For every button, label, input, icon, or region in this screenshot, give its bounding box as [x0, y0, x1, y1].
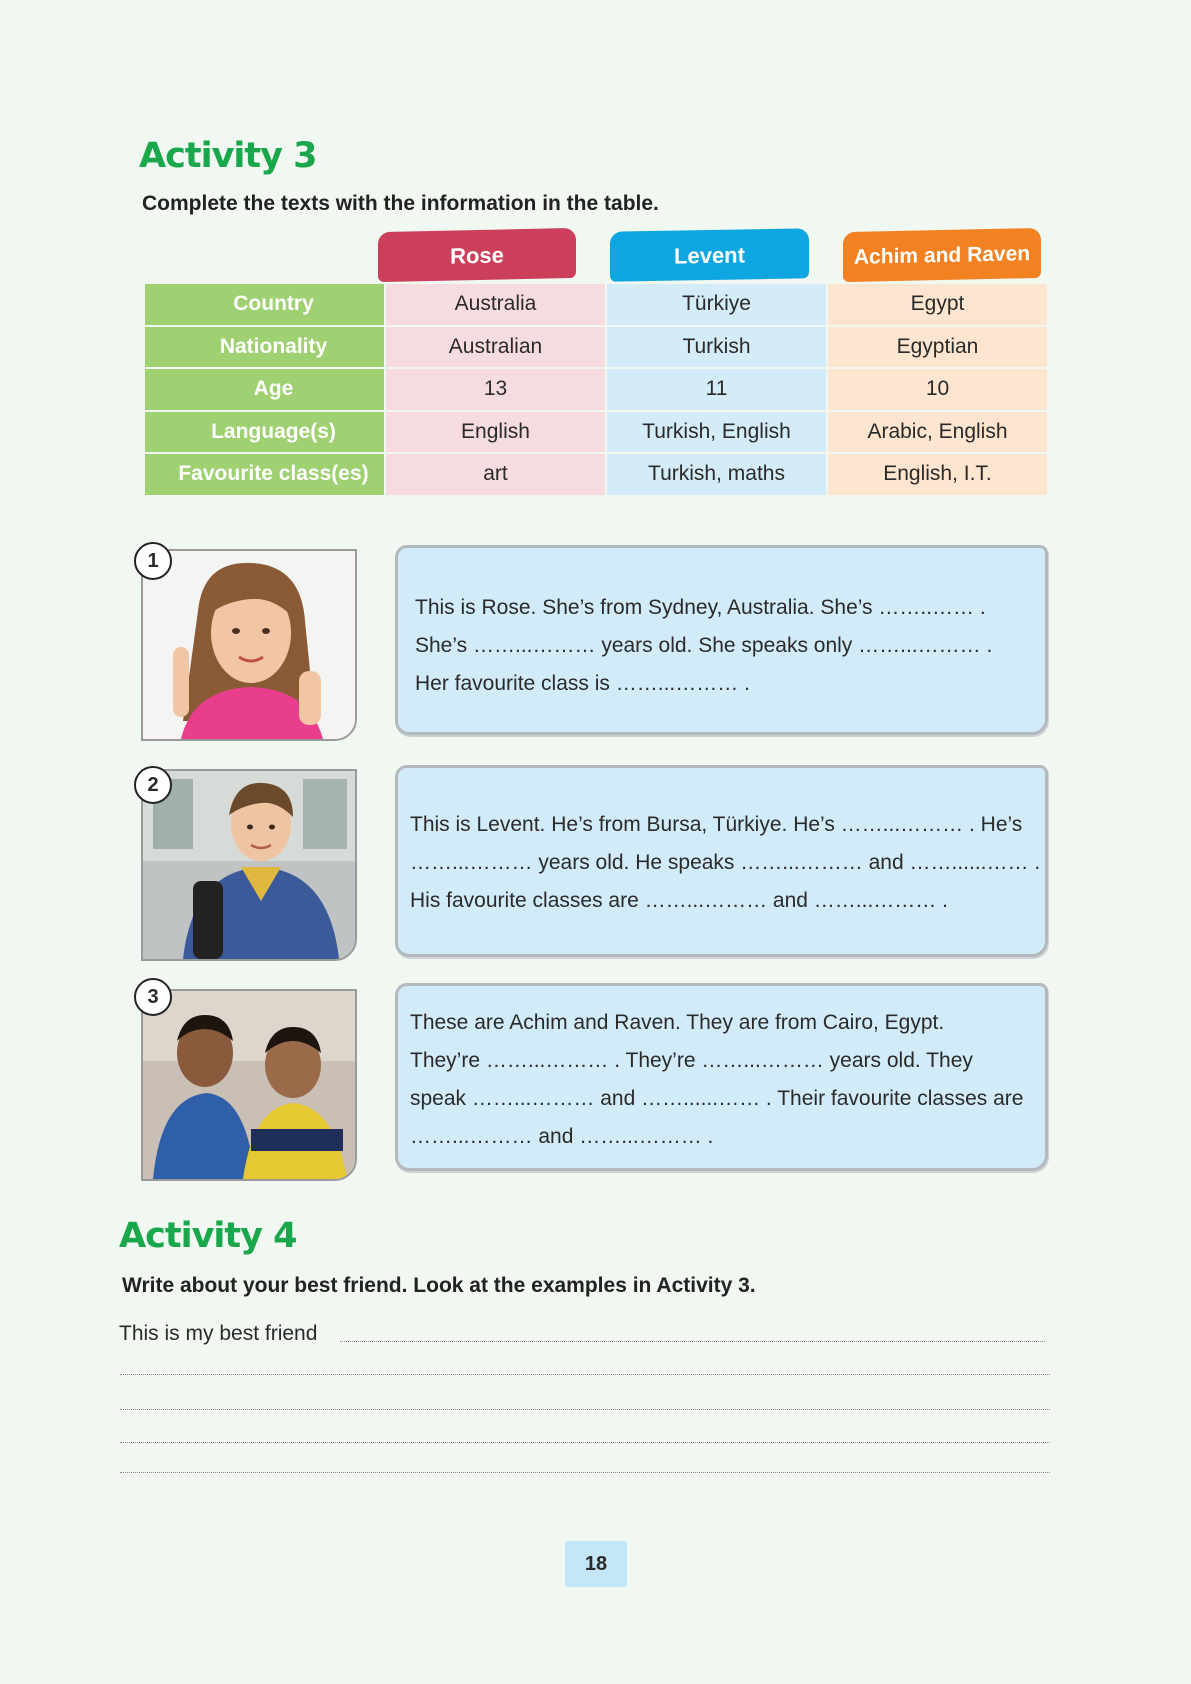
column-header-achim-raven: Achim and Raven: [843, 228, 1041, 282]
table-cell: art: [386, 454, 605, 495]
writing-line[interactable]: [120, 1458, 1050, 1473]
text-line: speak ……...……… and ……......…… . Their favourite classes are: [410, 1087, 1024, 1110]
writing-line[interactable]: [120, 1428, 1050, 1443]
text-line: She’s ……...……… years old. She speaks only ……...……… .: [415, 634, 993, 657]
levent-photo: [141, 769, 357, 961]
row-label: Country: [145, 284, 384, 325]
table-cell: Türkiye: [607, 284, 826, 325]
row-label: Language(s): [145, 412, 384, 453]
achim-raven-photo: [141, 989, 357, 1181]
writing-line[interactable]: [120, 1360, 1050, 1375]
levent-text-box: [395, 765, 1048, 957]
activity4-instruction: Write about your best friend. Look at the examples in Activity 3.: [122, 1274, 756, 1297]
table-cell: Egyptian: [828, 327, 1047, 368]
row-label: Favourite class(es): [145, 454, 384, 495]
table-row: [145, 284, 1047, 325]
row-label: Age: [145, 369, 384, 410]
text-line: These are Achim and Raven. They are from Cairo, Egypt.: [410, 1011, 945, 1034]
table-cell: English, I.T.: [828, 454, 1047, 495]
activity4-title: Activity 4: [119, 1216, 297, 1256]
table-row: [145, 412, 1047, 453]
writing-line[interactable]: [340, 1327, 1045, 1342]
table-cell: 13: [386, 369, 605, 410]
achim-raven-text-box: [395, 983, 1048, 1171]
text-line: ……...……… years old. He speaks ……...……… and ……......…… .: [410, 851, 1041, 874]
table-cell: Turkish, maths: [607, 454, 826, 495]
table-row: [145, 454, 1047, 495]
table-cell: 10: [828, 369, 1047, 410]
item-number-2: 2: [134, 766, 172, 804]
column-header-levent: Levent: [610, 228, 809, 281]
table-cell: Egypt: [828, 284, 1047, 325]
table-cell: Australian: [386, 327, 605, 368]
girl-portrait-image: [143, 551, 355, 739]
boy-portrait-image: [143, 771, 355, 959]
table-cell: Australia: [386, 284, 605, 325]
text-line: ……...……… and ……...……… .: [410, 1125, 714, 1148]
text-line: This is Levent. He’s from Bursa, Türkiye. He’s ……...……… . He’s: [410, 813, 1023, 836]
table-cell: 11: [607, 369, 826, 410]
rose-photo: [141, 549, 357, 741]
row-label: Nationality: [145, 327, 384, 368]
rose-text-box: [395, 545, 1048, 735]
table-row: [145, 369, 1047, 410]
text-line: Her favourite class is ……...……… .: [415, 672, 750, 695]
writing-line[interactable]: [120, 1395, 1050, 1410]
writing-starter-text: This is my best friend: [119, 1322, 318, 1345]
two-boys-image: [143, 991, 355, 1179]
table-cell: Turkish, English: [607, 412, 826, 453]
text-line: This is Rose. She’s from Sydney, Australia. She’s ……..…… .: [415, 596, 986, 619]
table-cell: English: [386, 412, 605, 453]
text-line: They’re ……...……… . They’re ……...……… years old. They: [410, 1049, 973, 1072]
page-number: 18: [565, 1541, 627, 1587]
activity3-title: Activity 3: [139, 136, 317, 176]
item-number-3: 3: [134, 978, 172, 1016]
column-header-rose: Rose: [378, 228, 576, 282]
item-number-1: 1: [134, 542, 172, 580]
table-cell: Arabic, English: [828, 412, 1047, 453]
table-cell: Turkish: [607, 327, 826, 368]
activity3-instruction: Complete the texts with the information in the table.: [142, 192, 659, 215]
table-row: [145, 327, 1047, 368]
text-line: His favourite classes are ……...……… and ……...……… .: [410, 889, 948, 912]
information-table: [143, 282, 1049, 497]
